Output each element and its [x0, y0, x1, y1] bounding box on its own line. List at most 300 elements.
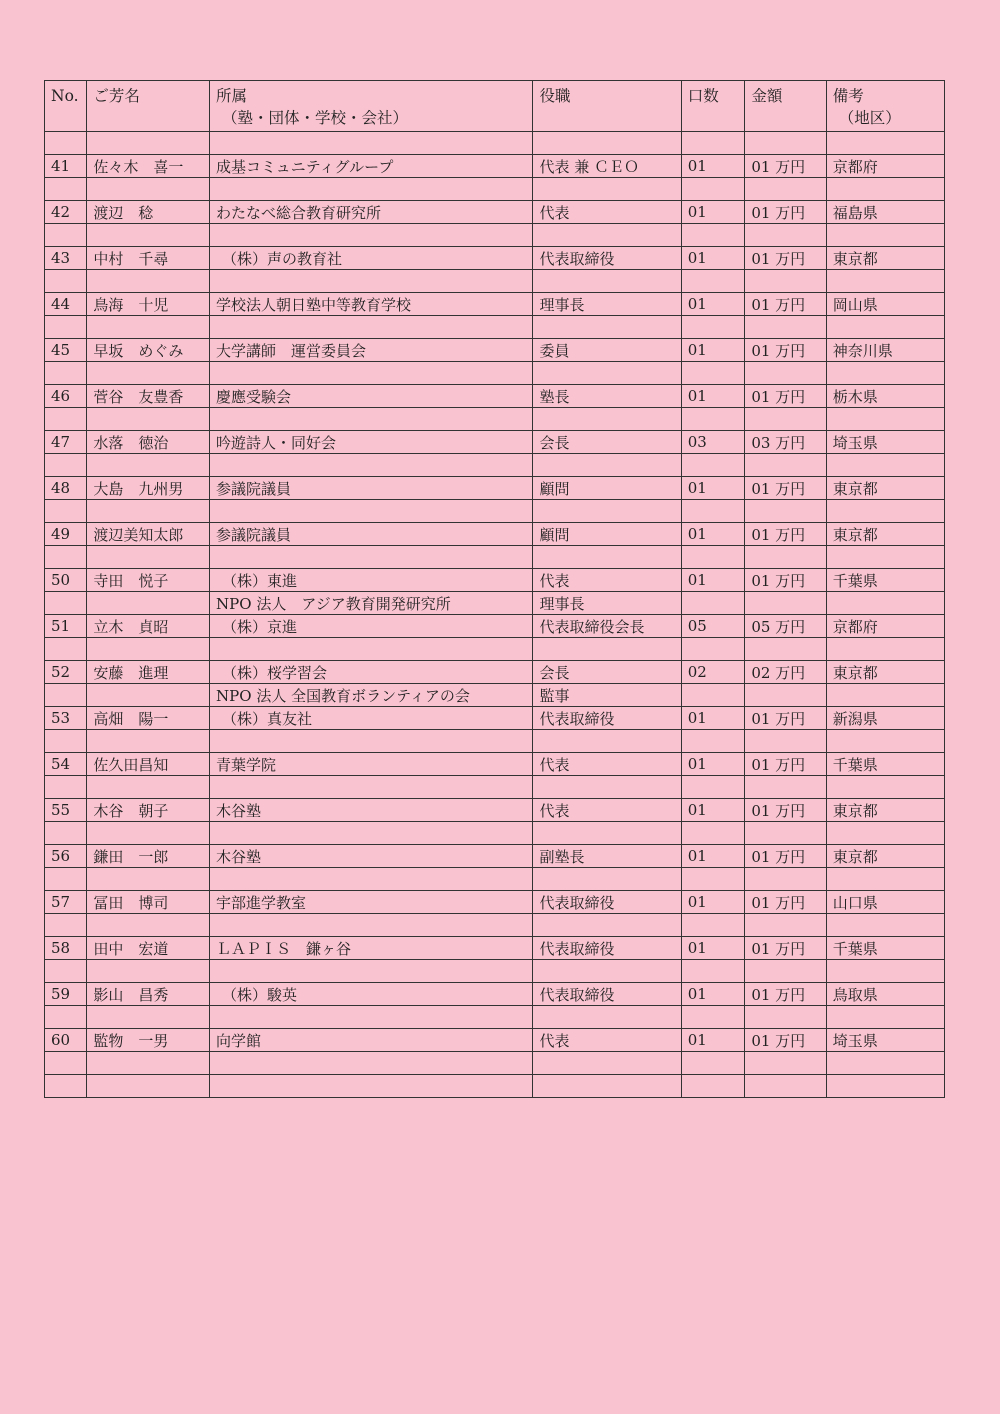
empty-cell — [681, 1052, 745, 1075]
header-affiliation — [210, 81, 533, 132]
cell-units: 01 — [681, 385, 745, 408]
empty-cell — [533, 776, 681, 799]
cell-no: 58 — [45, 937, 87, 960]
empty-cell — [533, 454, 681, 477]
cell-name: 立木 貞昭 — [87, 615, 210, 638]
empty-cell — [45, 592, 87, 615]
empty-cell — [745, 914, 826, 937]
empty-cell — [210, 316, 533, 339]
empty-cell — [533, 960, 681, 983]
empty-cell — [745, 960, 826, 983]
cell-affiliation: 吟遊詩人・同好会 — [210, 431, 533, 454]
empty-cell — [745, 500, 826, 523]
empty-cell — [745, 776, 826, 799]
spacer-row — [45, 868, 945, 891]
empty-cell — [45, 270, 87, 293]
cell-name: 影山 昌秀 — [87, 983, 210, 1006]
cell-region: 東京都 — [826, 247, 944, 270]
spacer-row — [45, 178, 945, 201]
empty-cell — [533, 638, 681, 661]
empty-cell — [45, 454, 87, 477]
empty-cell — [45, 132, 87, 155]
cell-name: 鳥海 十児 — [87, 293, 210, 316]
empty-cell — [45, 960, 87, 983]
cell-name: 渡辺美知太郎 — [87, 523, 210, 546]
cell-name: 監物 一男 — [87, 1029, 210, 1052]
empty-cell — [745, 684, 826, 707]
header-no: No. — [45, 81, 87, 132]
cell-name: 渡辺 稔 — [87, 201, 210, 224]
cell-affiliation: 成基コミュニティグループ — [210, 155, 533, 178]
cell-amount: 01 万円 — [745, 1029, 826, 1052]
empty-cell — [210, 408, 533, 431]
empty-cell — [745, 868, 826, 891]
empty-cell — [745, 270, 826, 293]
cell-region: 埼玉県 — [826, 431, 944, 454]
empty-cell — [533, 546, 681, 569]
cell-units: 01 — [681, 799, 745, 822]
cell-affiliation: 宇部進学教室 — [210, 891, 533, 914]
empty-cell — [210, 178, 533, 201]
empty-cell — [210, 1075, 533, 1098]
empty-cell — [826, 408, 944, 431]
cell-name: 菅谷 友豊香 — [87, 385, 210, 408]
cell-affiliation: 木谷塾 — [210, 799, 533, 822]
cell-role: 代表取締役 — [533, 247, 681, 270]
empty-cell — [210, 822, 533, 845]
table-row — [45, 799, 945, 822]
cell-no: 57 — [45, 891, 87, 914]
spacer-row — [45, 362, 945, 385]
empty-cell — [745, 408, 826, 431]
note-row — [45, 592, 945, 615]
empty-cell — [87, 132, 210, 155]
cell-units: 01 — [681, 937, 745, 960]
empty-cell — [210, 638, 533, 661]
cell-role: 代表 兼 ＣＥＯ — [533, 155, 681, 178]
empty-cell — [87, 316, 210, 339]
cell-amount: 01 万円 — [745, 799, 826, 822]
empty-cell — [87, 224, 210, 247]
empty-cell — [745, 822, 826, 845]
cell-no: 47 — [45, 431, 87, 454]
empty-cell — [533, 730, 681, 753]
cell-affiliation: （株）駿英 — [210, 983, 533, 1006]
cell-role: 会長 — [533, 431, 681, 454]
cell-amount: 01 万円 — [745, 201, 826, 224]
cell-affiliation: ＬＡＰＩＳ 鎌ヶ谷 — [210, 937, 533, 960]
cell-units: 02 — [681, 661, 745, 684]
spacer-row — [45, 546, 945, 569]
cell-amount: 01 万円 — [745, 477, 826, 500]
empty-cell — [45, 316, 87, 339]
empty-cell — [87, 776, 210, 799]
cell-affiliation: 学校法人朝日塾中等教育学校 — [210, 293, 533, 316]
cell-name: 水落 徳治 — [87, 431, 210, 454]
table-row — [45, 1029, 945, 1052]
cell-role: 代表取締役 — [533, 707, 681, 730]
empty-cell — [45, 1006, 87, 1029]
table-row — [45, 247, 945, 270]
spacer-row — [45, 638, 945, 661]
cell-region: 鳥取県 — [826, 983, 944, 1006]
empty-cell — [87, 270, 210, 293]
empty-cell — [533, 270, 681, 293]
cell-affiliation: （株）京進 — [210, 615, 533, 638]
cell-units: 03 — [681, 431, 745, 454]
cell-affiliation: 慶應受験会 — [210, 385, 533, 408]
table-row — [45, 293, 945, 316]
cell-region: 千葉県 — [826, 569, 944, 592]
empty-cell — [681, 224, 745, 247]
note-row — [45, 684, 945, 707]
empty-cell — [826, 500, 944, 523]
empty-cell — [210, 960, 533, 983]
cell-no: 49 — [45, 523, 87, 546]
cell-amount: 01 万円 — [745, 891, 826, 914]
cell-no: 42 — [45, 201, 87, 224]
empty-cell — [826, 362, 944, 385]
empty-cell — [210, 454, 533, 477]
cell-region: 東京都 — [826, 477, 944, 500]
empty-cell — [87, 500, 210, 523]
cell-role: 顧問 — [533, 477, 681, 500]
cell-no: 60 — [45, 1029, 87, 1052]
cell-note-role: 監事 — [533, 684, 681, 707]
table-row — [45, 661, 945, 684]
empty-cell — [681, 546, 745, 569]
empty-cell — [681, 132, 745, 155]
cell-name: 早坂 めぐみ — [87, 339, 210, 362]
empty-cell — [826, 316, 944, 339]
empty-cell — [681, 178, 745, 201]
cell-region: 千葉県 — [826, 753, 944, 776]
empty-cell — [745, 638, 826, 661]
empty-cell — [681, 638, 745, 661]
empty-cell — [826, 454, 944, 477]
empty-cell — [45, 178, 87, 201]
cell-units: 01 — [681, 1029, 745, 1052]
cell-amount: 01 万円 — [745, 293, 826, 316]
empty-cell — [826, 730, 944, 753]
empty-cell — [87, 960, 210, 983]
cell-amount: 05 万円 — [745, 615, 826, 638]
empty-cell — [210, 224, 533, 247]
cell-affiliation: 木谷塾 — [210, 845, 533, 868]
empty-cell — [87, 730, 210, 753]
table-row — [45, 615, 945, 638]
cell-amount: 01 万円 — [745, 569, 826, 592]
header-row — [45, 81, 945, 132]
cell-role: 代表取締役 — [533, 937, 681, 960]
cell-no: 50 — [45, 569, 87, 592]
empty-cell — [681, 776, 745, 799]
empty-cell — [681, 592, 745, 615]
table-row — [45, 477, 945, 500]
cell-affiliation: わたなべ総合教育研究所 — [210, 201, 533, 224]
table-row — [45, 155, 945, 178]
empty-cell — [826, 1052, 944, 1075]
table-body — [45, 132, 945, 1098]
cell-region: 神奈川県 — [826, 339, 944, 362]
cell-affiliation: （株）東進 — [210, 569, 533, 592]
cell-no: 51 — [45, 615, 87, 638]
empty-cell — [826, 822, 944, 845]
cell-name: 田中 宏道 — [87, 937, 210, 960]
empty-cell — [87, 546, 210, 569]
table-row — [45, 385, 945, 408]
cell-no: 43 — [45, 247, 87, 270]
empty-cell — [745, 1052, 826, 1075]
cell-region: 東京都 — [826, 845, 944, 868]
empty-cell — [826, 1075, 944, 1098]
cell-role: 代表取締役 — [533, 891, 681, 914]
empty-cell — [681, 408, 745, 431]
empty-cell — [45, 1075, 87, 1098]
cell-role: 代表 — [533, 753, 681, 776]
empty-cell — [826, 684, 944, 707]
empty-cell — [210, 868, 533, 891]
empty-cell — [87, 1075, 210, 1098]
empty-cell — [533, 362, 681, 385]
empty-cell — [45, 868, 87, 891]
empty-cell — [826, 638, 944, 661]
empty-cell — [533, 408, 681, 431]
empty-cell — [681, 730, 745, 753]
empty-cell — [45, 776, 87, 799]
cell-note-affiliation: NPO 法人 全国教育ボランティアの会 — [210, 684, 533, 707]
cell-no: 59 — [45, 983, 87, 1006]
cell-name: 大島 九州男 — [87, 477, 210, 500]
cell-no: 44 — [45, 293, 87, 316]
empty-cell — [533, 1075, 681, 1098]
cell-no: 52 — [45, 661, 87, 684]
table-row — [45, 523, 945, 546]
cell-units: 01 — [681, 753, 745, 776]
cell-no: 48 — [45, 477, 87, 500]
empty-cell — [681, 454, 745, 477]
empty-cell — [745, 1006, 826, 1029]
cell-region: 山口県 — [826, 891, 944, 914]
empty-cell — [45, 362, 87, 385]
cell-region: 京都府 — [826, 155, 944, 178]
empty-cell — [533, 822, 681, 845]
cell-name: 冨田 博司 — [87, 891, 210, 914]
cell-region: 東京都 — [826, 799, 944, 822]
cell-no: 55 — [45, 799, 87, 822]
cell-amount: 01 万円 — [745, 983, 826, 1006]
empty-cell — [210, 546, 533, 569]
cell-affiliation: 参議院議員 — [210, 477, 533, 500]
empty-cell — [45, 822, 87, 845]
empty-cell — [533, 1052, 681, 1075]
empty-cell — [745, 454, 826, 477]
spacer-row — [45, 224, 945, 247]
cell-role: 副塾長 — [533, 845, 681, 868]
empty-cell — [210, 914, 533, 937]
spacer-row — [45, 270, 945, 293]
cell-amount: 01 万円 — [745, 845, 826, 868]
empty-cell — [45, 546, 87, 569]
spacer-row — [45, 730, 945, 753]
empty-cell — [45, 730, 87, 753]
table-row — [45, 845, 945, 868]
cell-role: 代表 — [533, 569, 681, 592]
cell-region: 福島県 — [826, 201, 944, 224]
cell-name: 寺田 悦子 — [87, 569, 210, 592]
cell-no: 46 — [45, 385, 87, 408]
header-affiliation-sub: （塾・団体・学校・会社） — [222, 109, 409, 127]
empty-cell — [826, 178, 944, 201]
cell-note-role: 理事長 — [533, 592, 681, 615]
empty-cell — [45, 408, 87, 431]
empty-cell — [210, 730, 533, 753]
cell-region: 埼玉県 — [826, 1029, 944, 1052]
cell-units: 01 — [681, 891, 745, 914]
empty-cell — [45, 1052, 87, 1075]
cell-region: 栃木県 — [826, 385, 944, 408]
cell-amount: 01 万円 — [745, 753, 826, 776]
empty-cell — [45, 914, 87, 937]
cell-units: 01 — [681, 477, 745, 500]
empty-cell — [210, 1052, 533, 1075]
cell-role: 代表 — [533, 1029, 681, 1052]
cell-name: 佐久田昌知 — [87, 753, 210, 776]
spacer-row — [45, 914, 945, 937]
cell-units: 01 — [681, 155, 745, 178]
cell-region: 東京都 — [826, 523, 944, 546]
cell-region: 千葉県 — [826, 937, 944, 960]
empty-cell — [87, 638, 210, 661]
cell-region: 東京都 — [826, 661, 944, 684]
empty-cell — [826, 914, 944, 937]
empty-cell — [826, 224, 944, 247]
empty-cell — [533, 132, 681, 155]
table-row — [45, 753, 945, 776]
empty-cell — [826, 1006, 944, 1029]
header-units: 口数 — [681, 81, 745, 132]
cell-note-affiliation: NPO 法人 アジア教育開発研究所 — [210, 592, 533, 615]
empty-cell — [745, 178, 826, 201]
empty-cell — [681, 1075, 745, 1098]
empty-row — [45, 1075, 945, 1098]
cell-no: 53 — [45, 707, 87, 730]
table-row — [45, 569, 945, 592]
spacer-row — [45, 408, 945, 431]
cell-affiliation: 大学講師 運営委員会 — [210, 339, 533, 362]
cell-region: 岡山県 — [826, 293, 944, 316]
header-role: 役職 — [533, 81, 681, 132]
header-remarks-sub: （地区） — [838, 109, 901, 127]
empty-cell — [87, 1052, 210, 1075]
empty-cell — [87, 868, 210, 891]
empty-cell — [826, 132, 944, 155]
cell-units: 01 — [681, 293, 745, 316]
header-affiliation-label: 所属 — [216, 87, 248, 105]
member-table — [44, 80, 945, 1098]
cell-units: 01 — [681, 247, 745, 270]
empty-cell — [45, 638, 87, 661]
empty-cell — [826, 270, 944, 293]
cell-amount: 01 万円 — [745, 707, 826, 730]
cell-amount: 01 万円 — [745, 523, 826, 546]
header-remarks-label: 備考 — [832, 87, 864, 105]
cell-affiliation: （株）声の教育社 — [210, 247, 533, 270]
empty-row — [45, 1052, 945, 1075]
cell-units: 01 — [681, 569, 745, 592]
empty-cell — [87, 362, 210, 385]
cell-region: 新潟県 — [826, 707, 944, 730]
cell-affiliation: （株）真友社 — [210, 707, 533, 730]
empty-cell — [681, 316, 745, 339]
empty-cell — [533, 316, 681, 339]
empty-cell — [745, 1075, 826, 1098]
table-row — [45, 707, 945, 730]
cell-name: 佐々木 喜一 — [87, 155, 210, 178]
empty-cell — [681, 362, 745, 385]
spacer-row — [45, 316, 945, 339]
cell-units: 01 — [681, 845, 745, 868]
spacer-row — [45, 776, 945, 799]
cell-units: 01 — [681, 983, 745, 1006]
cell-role: 代表 — [533, 799, 681, 822]
cell-name: 安藤 進理 — [87, 661, 210, 684]
empty-cell — [210, 132, 533, 155]
cell-affiliation: 参議院議員 — [210, 523, 533, 546]
empty-cell — [745, 316, 826, 339]
table-row — [45, 431, 945, 454]
empty-cell — [745, 546, 826, 569]
empty-cell — [681, 1006, 745, 1029]
empty-cell — [681, 822, 745, 845]
empty-cell — [533, 1006, 681, 1029]
empty-cell — [826, 960, 944, 983]
cell-amount: 01 万円 — [745, 937, 826, 960]
spacer-row — [45, 500, 945, 523]
cell-affiliation: 青葉学院 — [210, 753, 533, 776]
cell-role: 理事長 — [533, 293, 681, 316]
cell-no: 54 — [45, 753, 87, 776]
cell-role: 顧問 — [533, 523, 681, 546]
empty-cell — [681, 914, 745, 937]
cell-role: 塾長 — [533, 385, 681, 408]
empty-cell — [533, 224, 681, 247]
empty-cell — [826, 546, 944, 569]
empty-cell — [533, 500, 681, 523]
empty-cell — [745, 592, 826, 615]
spacer-row — [45, 132, 945, 155]
cell-name: 中村 千尋 — [87, 247, 210, 270]
cell-units: 01 — [681, 707, 745, 730]
empty-cell — [745, 224, 826, 247]
cell-amount: 02 万円 — [745, 661, 826, 684]
empty-cell — [681, 868, 745, 891]
cell-no: 56 — [45, 845, 87, 868]
empty-cell — [87, 822, 210, 845]
table-row — [45, 983, 945, 1006]
cell-units: 01 — [681, 523, 745, 546]
empty-cell — [681, 500, 745, 523]
cell-amount: 01 万円 — [745, 339, 826, 362]
header-amount: 金額 — [745, 81, 826, 132]
empty-cell — [826, 868, 944, 891]
empty-cell — [45, 684, 87, 707]
table-row — [45, 201, 945, 224]
empty-cell — [533, 868, 681, 891]
cell-role: 代表 — [533, 201, 681, 224]
cell-name: 鎌田 一郎 — [87, 845, 210, 868]
cell-name: 木谷 朝子 — [87, 799, 210, 822]
